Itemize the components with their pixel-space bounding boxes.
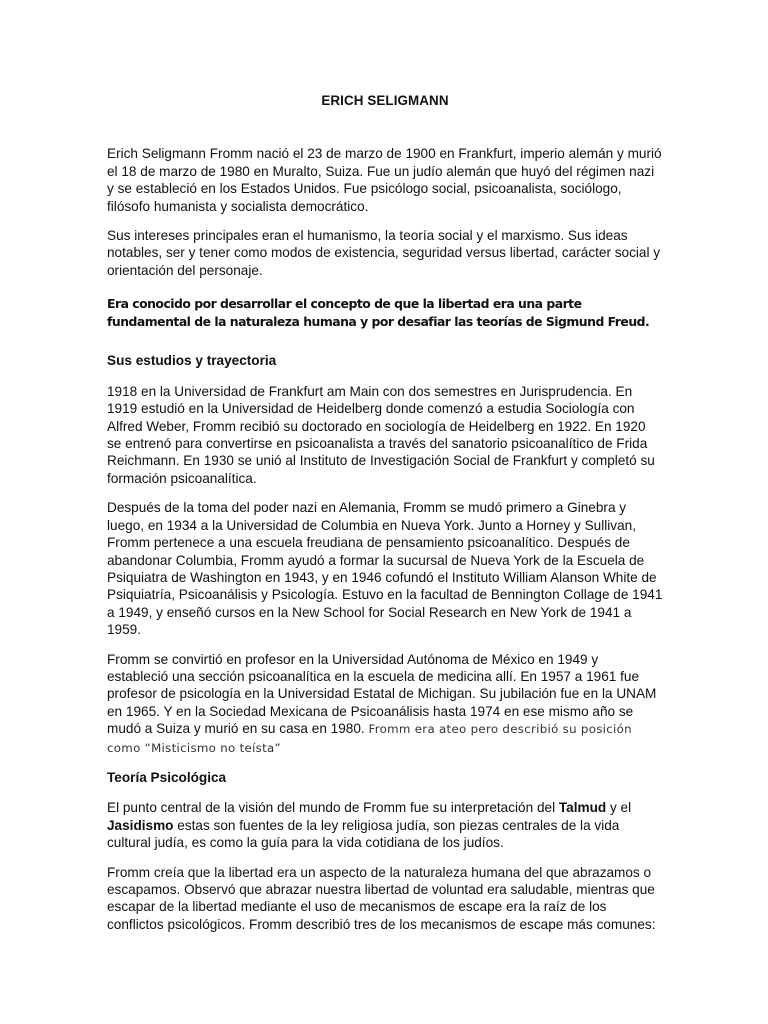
paragraph-freedom: Fromm creía que la libertad era un aspecto de la naturaleza humana del que abrazamos o escapamos. Observó que abrazar nuestra libertad de voluntad era saludable, mientras que escapar de la libertad mediante el uso de mecanismos de escape era la raíz de los conflictos psicológicos. Fromm describió tres de los mecanismos de escape más comunes: bbox=[107, 864, 656, 932]
talmud-text-end: estas son fuentes de la ley religiosa judía, son piezas centrales de la vida cultural judía, es como la guía para la vida cotidiana de los judíos. bbox=[107, 817, 620, 851]
paragraph-interests: Sus intereses principales eran el humanismo, la teoría social y el marxismo. Sus ideas notables, ser y tener como modos de existencia, seguridad versus libertad, carácter social y orientación del personaje. bbox=[107, 228, 661, 278]
talmud-term: Talmud bbox=[558, 800, 607, 816]
section-heading-studies: Sus estudios y trayectoria bbox=[107, 353, 277, 369]
paragraph-mexico-note: Fromm era ateo pero describió su posición como “Misticismo no teísta” bbox=[107, 722, 632, 755]
talmud-text-start: El punto central de la visión del mundo de Fromm fue su interpretación del bbox=[107, 800, 559, 816]
paragraph-career: Después de la toma del poder nazi en Alemania, Fromm se mudó primero a Ginebra y luego, en 1934 a la Universidad de Columbia en Nueva York. Junto a Horney y Sullivan, Fromm pertenece a una escuela freudiana de pensamiento psicoanalítico. Después de abandonar Columbia, Fromm ayudó a formar la sucursal de Nueva York de la Escuela de Psiquiatra de Washington en 1943, y en 1946 cofundó el Instituto William Alanson White de Psiquiatría, Psicoanálisis y Psicología. Estuvo en la facultad de Bennington Collage de 1941 a 1949, y enseñó cursos en la New School for Social Research en New York de 1941 a 1959. bbox=[107, 500, 663, 638]
document-title: ERICH SELIGMANN bbox=[321, 93, 449, 108]
document-body bbox=[107, 92, 663, 945]
paragraph-talmud bbox=[107, 799, 663, 851]
section-heading-theory: Teoría Psicológica bbox=[107, 769, 227, 785]
talmud-text-mid: y el bbox=[606, 800, 632, 816]
paragraph-mexico-text: Fromm se convirtió en profesor en la Universidad Autónoma de México en 1949 y estableció una sección psicoanalítica en la escuela de medicina allí. En 1957 a 1961 fue profesor de psicología en la Universidad Estatal de Michigan. Su jubilación fue en la UNAM en 1965. Y en la Sociedad Mexicana de Psicoanálisis hasta 1974 en ese mismo año se mudó a Suiza y murió en su casa en 1980. bbox=[107, 651, 657, 737]
paragraph-studies: 1918 en la Universidad de Frankfurt am Main con dos semestres en Jurisprudencia. En 1919 estudió en la Universidad de Heidelberg donde comenzó a estudia Sociología con Alfred Weber, Fromm recibió su doctorado en sociología de Heidelberg en 1922. En 1920 se entrenó para convertirse en psicoanalista a través del sanatorio psicoanalítico de Frida Reichmann. En 1930 se unió al Instituto de Investigación Social de Frankfurt y completó su formación psicoanalítica. bbox=[107, 383, 655, 486]
paragraph-mexico bbox=[107, 651, 663, 757]
jasidismo-term: Jasidismo bbox=[107, 817, 174, 833]
paragraph-intro: Erich Seligmann Fromm nació el 23 de marzo de 1900 en Frankfurt, imperio alemán y murió el 18 de marzo de 1980 en Muralto, Suiza. Fue un judío alemán que huyó del régimen nazi y se estableció en los Estados Unidos. Fue psicólogo social, psicoanalista, sociólogo, filósofo humanista y socialista democrático. bbox=[107, 146, 662, 214]
paragraph-highlight: Era conocido por desarrollar el concepto de que la libertad era una parte fundamental de la naturaleza humana y por desafiar las teorías de Sigmund Freud. bbox=[107, 296, 650, 329]
